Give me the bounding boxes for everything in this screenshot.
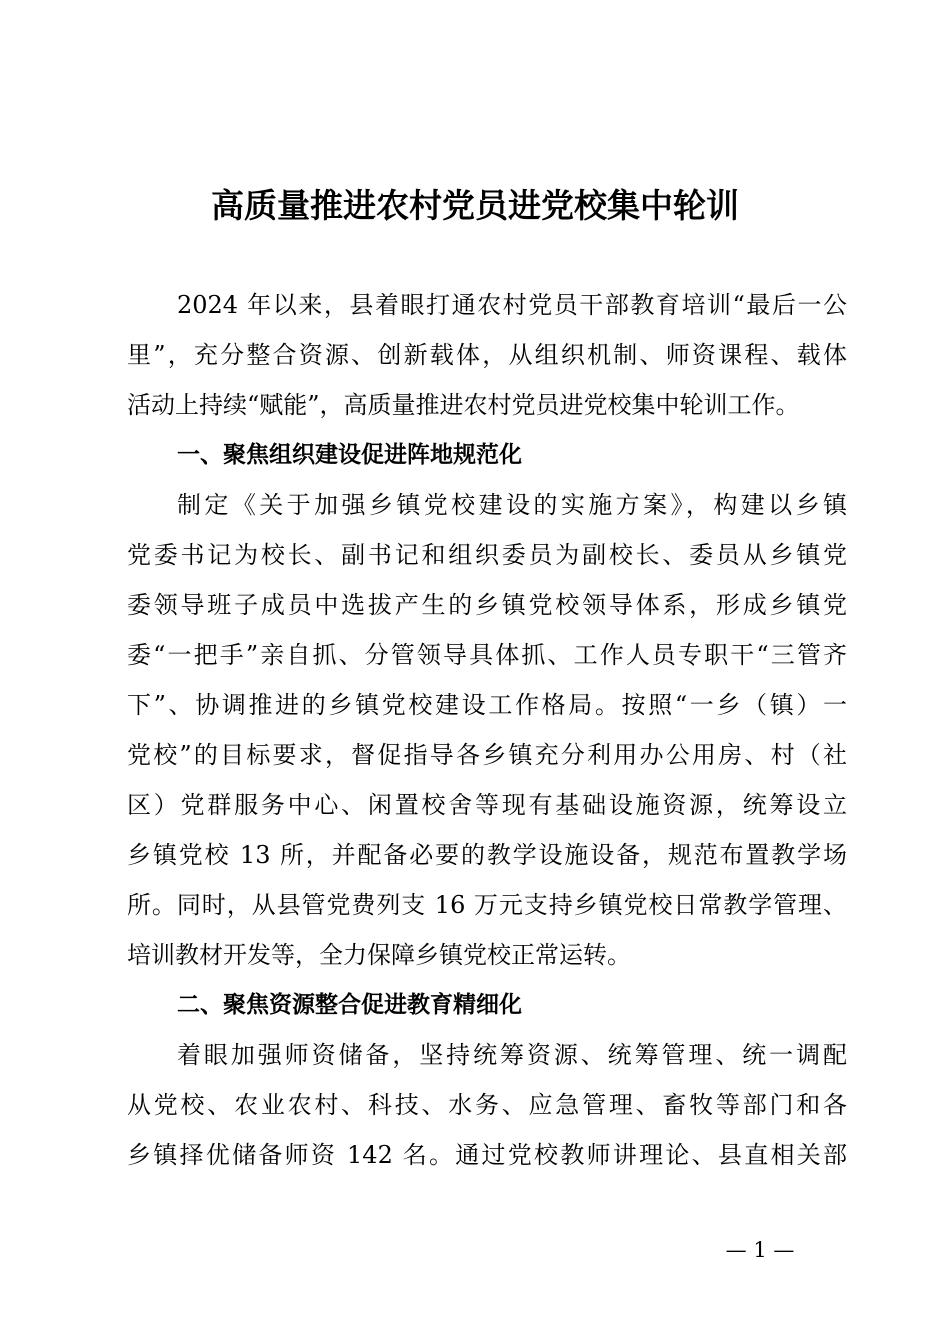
paragraph-line: 制定《关于加强乡镇党校建设的实施方案》，构建以乡镇 [177,491,847,519]
paragraph-line: 党校”的目标要求，督促指导各乡镇充分利用办公用房、村（社 [127,741,847,769]
section-heading: 二、聚焦资源整合促进教育精细化 [177,992,522,1018]
paragraph-line: 乡镇党校 13 所，并配备必要的教学设施设备，规范布置教学场 [127,841,847,869]
paragraph-line: 2024 年以来，县着眼打通农村党员干部教育培训“最后一公 [177,291,847,319]
paragraph-line: 活动上持续“赋能”，高质量推进农村党员进党校集中轮训工作。 [127,391,800,419]
paragraph-line: 培训教材开发等，全力保障乡镇党校正常运转。 [127,941,631,969]
page-number: — 1 — [725,1238,795,1262]
section-heading: 一、聚焦组织建设促进阵地规范化 [177,442,522,468]
document-title: 高质量推进农村党员进党校集中轮训 [211,186,739,225]
paragraph-line: 里”，充分整合资源、创新载体，从组织机制、师资课程、载体 [127,341,847,369]
paragraph-line: 从党校、农业农村、科技、水务、应急管理、畜牧等部门和各 [127,1091,847,1119]
document-body [127,280,847,1180]
paragraph-line: 委领导班子成员中选拔产生的乡镇党校领导体系，形成乡镇党 [127,591,847,619]
paragraph-line: 党委书记为校长、副书记和组织委员为副校长、委员从乡镇党 [127,541,847,569]
paragraph-line: 所。同时，从县管党费列支 16 万元支持乡镇党校日常教学管理、 [127,891,847,919]
paragraph-line: 下”、协调推进的乡镇党校建设工作格局。按照“一乡（镇）一 [127,691,847,719]
paragraph-line: 乡镇择优储备师资 142 名。通过党校教师讲理论、县直相关部 [127,1141,847,1169]
paragraph-line: 着眼加强师资储备，坚持统筹资源、统筹管理、统一调配 [177,1041,847,1069]
paragraph-line: 区）党群服务中心、闲置校舍等现有基础设施资源，统筹设立 [127,791,847,819]
paragraph-line: 委“一把手”亲自抓、分管领导具体抓、工作人员专职干“三管齐 [127,641,847,669]
